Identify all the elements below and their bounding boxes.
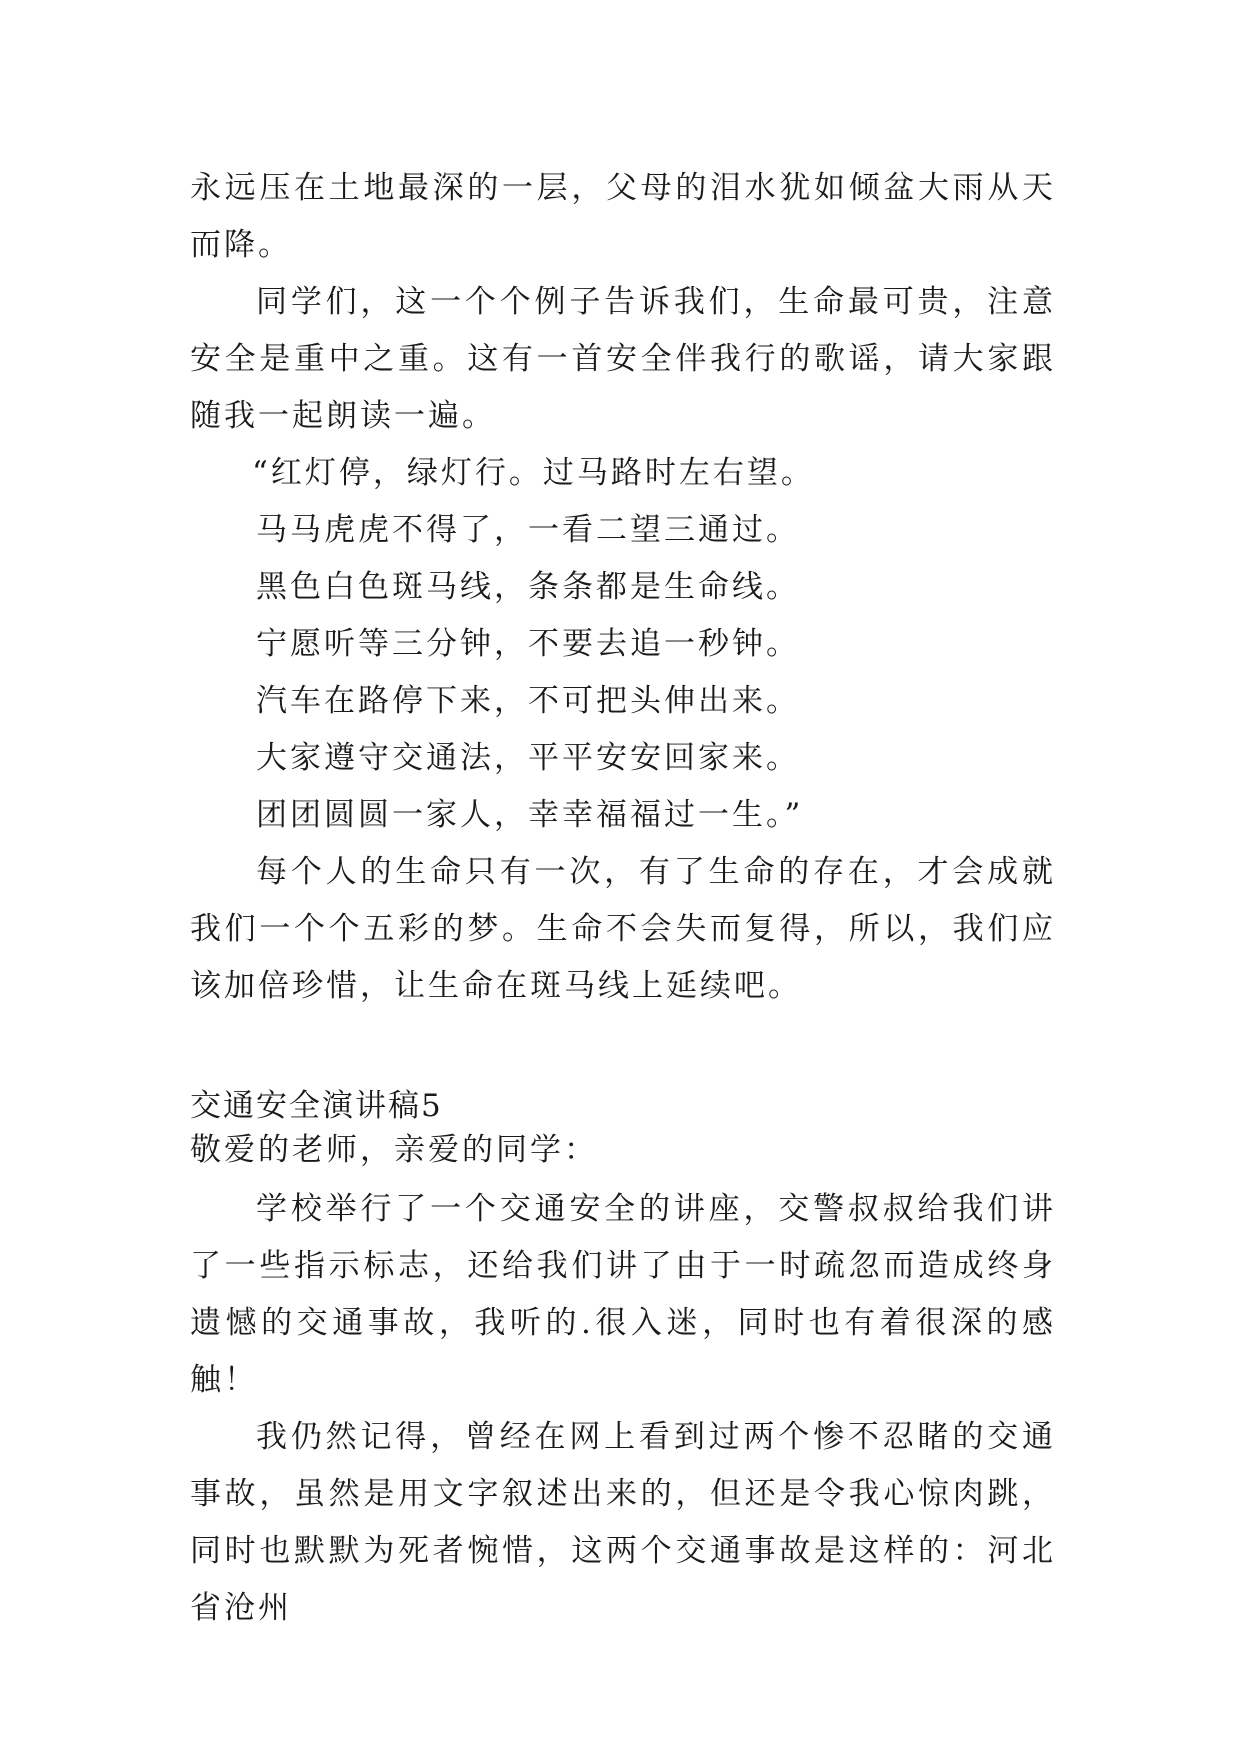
document-body	[190, 160, 1056, 1637]
poem-line: “红灯停，绿灯行。过马路时左右望。	[252, 455, 815, 491]
salutation: 敬爱的老师，亲爱的同学：	[190, 1132, 598, 1168]
poem-line: 宁愿听等三分钟，不要去追一秒钟。	[256, 626, 800, 662]
paragraph-continuation: 永远压在土地最深的一层，父母的泪水犹如倾盆大雨从天而降。	[190, 170, 1056, 263]
section-header	[190, 1085, 1056, 1173]
poem-block	[190, 445, 1056, 844]
paragraph-lecture: 学校举行了一个交通安全的讲座，交警叔叔给我们讲了一些指示标志，还给我们讲了由于一时疏忽而造成终身遗憾的交通事故，我听的.很入迷，同时也有着很深的感触！	[190, 1191, 1056, 1398]
poem-line: 马马虎虎不得了，一看二望三通过。	[256, 512, 800, 548]
section-title: 交通安全演讲稿5	[190, 1088, 443, 1124]
paragraph-accident: 我仍然记得，曾经在网上看到过两个惨不忍睹的交通事故，虽然是用文字叙述出来的，但还是令我心惊肉跳，同时也默默为死者惋惜，这两个交通事故是这样的：河北省沧州	[190, 1419, 1056, 1626]
paragraph-closing: 每个人的生命只有一次，有了生命的存在，才会成就我们一个个五彩的梦。生命不会失而复得，所以，我们应该加倍珍惜，让生命在斑马线上延续吧。	[190, 854, 1056, 1004]
poem-line: 大家遵守交通法，平平安安回家来。	[256, 740, 800, 776]
poem-line: 团团圆圆一家人，幸幸福福过一生。”	[256, 797, 804, 833]
poem-line: 黑色白色斑马线，条条都是生命线。	[256, 569, 800, 605]
paragraph-example-summary: 同学们，这一个个例子告诉我们，生命最可贵，注意安全是重中之重。这有一首安全伴我行的歌谣，请大家跟随我一起朗读一遍。	[190, 284, 1056, 434]
poem-line: 汽车在路停下来，不可把头伸出来。	[256, 683, 800, 719]
